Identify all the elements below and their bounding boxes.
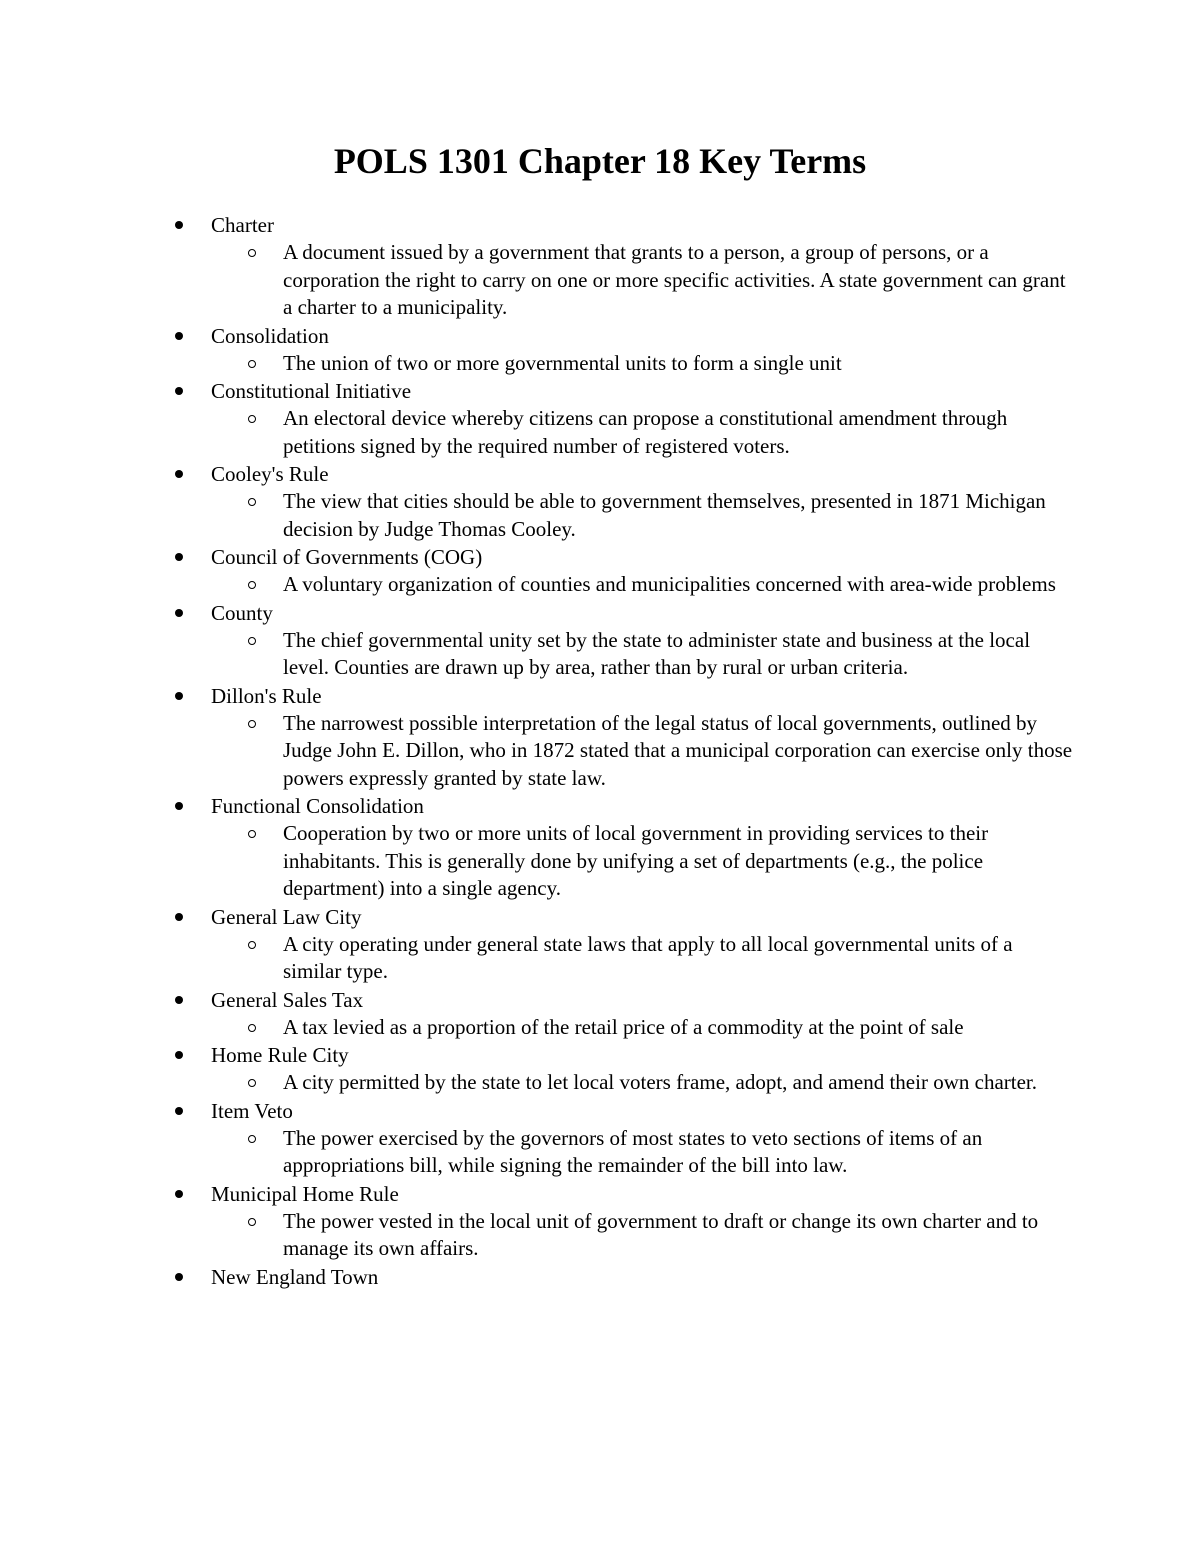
bullet-icon: [175, 553, 183, 561]
term-row: [0, 682, 1200, 710]
circle-bullet-icon: [248, 360, 256, 368]
term-definition: [0, 1069, 1200, 1097]
term-row: [0, 460, 1200, 488]
definition-text: The union of two or more governmental units to form a single unit: [283, 350, 842, 375]
term-definition: [0, 488, 1200, 543]
term-item: [0, 792, 1200, 903]
definition-text: A city permitted by the state to let local voters frame, adopt, and amend their own charter.: [283, 1070, 1038, 1094]
term-label: General Law City: [211, 904, 362, 929]
term-item: [0, 599, 1200, 682]
page-title: POLS 1301 Chapter 18 Key Terms: [333, 141, 867, 181]
term-row: [0, 986, 1200, 1014]
term-row: [0, 1097, 1200, 1125]
bullet-icon: [175, 996, 183, 1004]
circle-bullet-icon: [248, 1218, 256, 1226]
definition-text: The narrowest possible interpretation of the legal status of local governments, outlined by Judge John E. Dillon, who in 1872 stated that a municipal corporation can exercise only those powers expressly granted by state law.: [283, 710, 1073, 790]
term-item: [0, 1263, 1200, 1291]
definition-text: Cooperation by two or more units of local government in providing services to their inhabitants. This is generally done by unifying a set of departments (e.g., the police department) into a single agency.: [283, 821, 989, 900]
term-row: [0, 903, 1200, 931]
term-definition: [0, 820, 1200, 903]
term-definition: [0, 571, 1200, 599]
circle-bullet-icon: [248, 637, 256, 645]
term-item: [0, 1041, 1200, 1097]
term-label: Council of Governments (COG): [211, 545, 483, 569]
term-item: [0, 1097, 1200, 1180]
circle-bullet-icon: [248, 1024, 256, 1032]
circle-bullet-icon: [248, 1135, 256, 1143]
bullet-icon: [175, 692, 183, 700]
circle-bullet-icon: [248, 498, 256, 506]
term-row: [0, 599, 1200, 627]
term-item: [0, 460, 1200, 543]
term-label: Dillon's Rule: [211, 683, 322, 708]
bullet-icon: [175, 332, 183, 340]
term-row: [0, 377, 1200, 405]
bullet-icon: [175, 387, 183, 395]
bullet-icon: [175, 609, 183, 617]
term-definition: [0, 710, 1200, 793]
term-item: [0, 377, 1200, 460]
term-label: New England Town: [211, 1264, 379, 1289]
term-definition: [0, 627, 1200, 682]
bullet-icon: [175, 913, 183, 921]
term-label: County: [211, 600, 273, 625]
circle-bullet-icon: [248, 1079, 256, 1087]
term-definition: [0, 1208, 1200, 1263]
definition-text: A document issued by a government that grants to a person, a group of persons, or a corporation the right to carry on one or more specific activities. A state government can grant a charter to a municipality.: [283, 240, 1066, 319]
term-label: Cooley's Rule: [211, 462, 329, 486]
term-item: [0, 682, 1200, 793]
term-label: Constitutional Initiative: [211, 379, 412, 403]
term-item: [0, 1180, 1200, 1263]
definition-text: A tax levied as a proportion of the retail price of a commodity at the point of sale: [283, 1014, 964, 1039]
definition-text: A city operating under general state laws that apply to all local governmental units of a similar type.: [283, 931, 1013, 983]
bullet-icon: [175, 1273, 183, 1281]
definition-text: The power vested in the local unit of government to draft or change its own charter and to manage its own affairs.: [283, 1208, 1039, 1260]
term-row: [0, 543, 1200, 571]
definition-text: The power exercised by the governors of most states to veto sections of items of an appropriations bill, while signing the remainder of the bill into law.: [283, 1125, 983, 1177]
key-terms-list: [0, 211, 1200, 1291]
term-definition: [0, 1125, 1200, 1180]
bullet-icon: [175, 1051, 183, 1059]
term-label: Home Rule City: [211, 1043, 349, 1067]
term-label: Item Veto: [211, 1098, 293, 1123]
bullet-icon: [175, 1107, 183, 1115]
circle-bullet-icon: [248, 249, 256, 257]
circle-bullet-icon: [248, 415, 256, 423]
term-item: [0, 986, 1200, 1042]
bullet-icon: [175, 470, 183, 478]
circle-bullet-icon: [248, 941, 256, 949]
definition-text: A voluntary organization of counties and municipalities concerned with area-wide problems: [283, 572, 1056, 596]
term-definition: [0, 350, 1200, 378]
term-item: [0, 543, 1200, 599]
term-row: [0, 1041, 1200, 1069]
term-item: [0, 322, 1200, 378]
bullet-icon: [175, 1190, 183, 1198]
definition-text: An electoral device whereby citizens can propose a constitutional amendment through petitions signed by the required number of registered voters.: [283, 406, 1008, 458]
term-definition: [0, 405, 1200, 460]
circle-bullet-icon: [248, 830, 256, 838]
bullet-icon: [175, 802, 183, 810]
circle-bullet-icon: [248, 720, 256, 728]
bullet-icon: [175, 221, 183, 229]
term-definition: [0, 1014, 1200, 1042]
circle-bullet-icon: [248, 581, 256, 589]
term-item: [0, 211, 1200, 322]
term-label: Functional Consolidation: [211, 794, 424, 818]
definition-text: The chief governmental unity set by the state to administer state and business at the local level. Counties are drawn up by area, rather than by rural or urban criteria.: [283, 627, 1031, 679]
term-row: [0, 792, 1200, 820]
definition-text: The view that cities should be able to government themselves, presented in 1871 Michigan decision by Judge Thomas Cooley.: [283, 489, 1046, 541]
term-row: [0, 1180, 1200, 1208]
term-item: [0, 903, 1200, 986]
term-label: General Sales Tax: [211, 987, 364, 1012]
term-label: Charter: [211, 213, 274, 237]
term-row: [0, 211, 1200, 239]
term-row: [0, 1263, 1200, 1291]
term-label: Municipal Home Rule: [211, 1181, 399, 1206]
term-label: Consolidation: [211, 323, 329, 348]
term-definition: [0, 239, 1200, 322]
term-row: [0, 322, 1200, 350]
term-definition: [0, 931, 1200, 986]
